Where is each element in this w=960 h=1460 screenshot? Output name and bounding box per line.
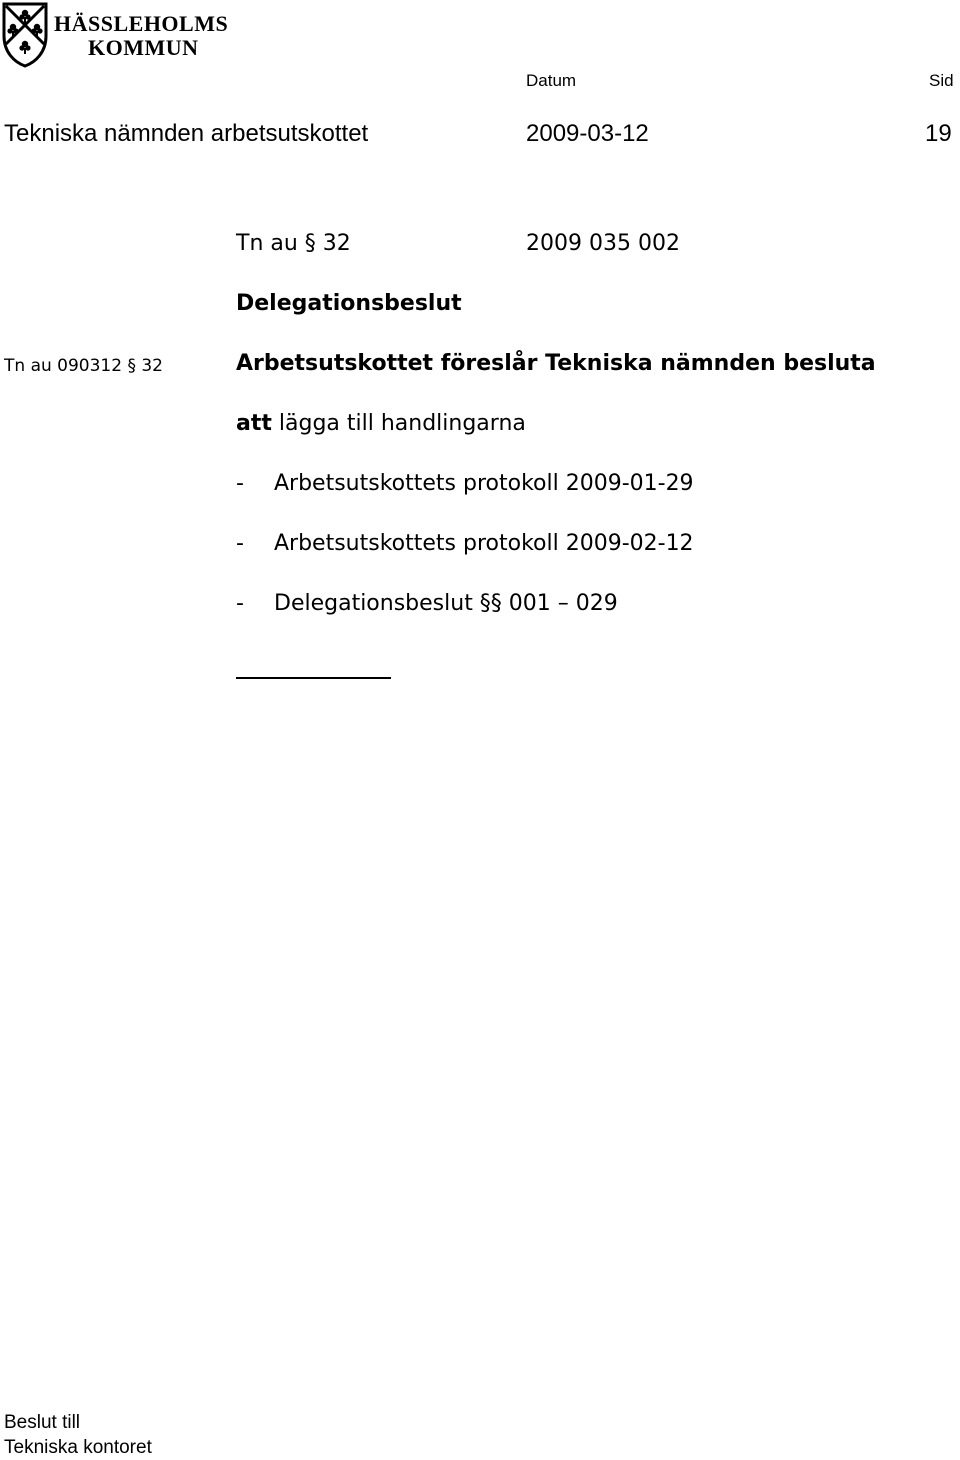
margin-reference: Tn au 090312 § 32 — [4, 356, 163, 376]
page-label: Sid — [929, 71, 954, 90]
decision-proposal: Arbetsutskottet föreslår Tekniska nämnden besluta — [236, 351, 876, 376]
page-number: 19 — [925, 120, 952, 147]
distribution-recipient: Tekniska kontoret — [4, 1437, 152, 1458]
att-keyword: att — [236, 411, 272, 436]
att-text: lägga till handlingarna — [271, 411, 526, 436]
list-item-dash: - — [236, 591, 244, 616]
committee-name: Tekniska nämnden arbetsutskottet — [4, 120, 369, 147]
list-item: Arbetsutskottets protokoll 2009-02-12 — [274, 531, 694, 556]
case-title: Delegationsbeslut — [236, 291, 462, 316]
list-item: Arbetsutskottets protokoll 2009-01-29 — [274, 471, 694, 496]
date-label: Datum — [526, 71, 577, 90]
coat-of-arms-icon — [2, 2, 48, 68]
municipality-logo — [2, 2, 48, 72]
organization-name-line2: KOMMUN — [88, 35, 199, 60]
decision-att-clause — [236, 411, 526, 436]
list-item-dash: - — [236, 471, 244, 496]
case-number: 2009 035 002 — [526, 231, 680, 256]
case-reference: Tn au § 32 — [236, 231, 351, 256]
meeting-date: 2009-03-12 — [526, 120, 649, 147]
list-item: Delegationsbeslut §§ 001 – 029 — [274, 591, 618, 616]
list-item-dash: - — [236, 531, 244, 556]
organization-name-line1: HÄSSLEHOLMS — [54, 11, 229, 36]
distribution-label: Beslut till — [4, 1412, 81, 1433]
section-separator — [236, 677, 391, 679]
